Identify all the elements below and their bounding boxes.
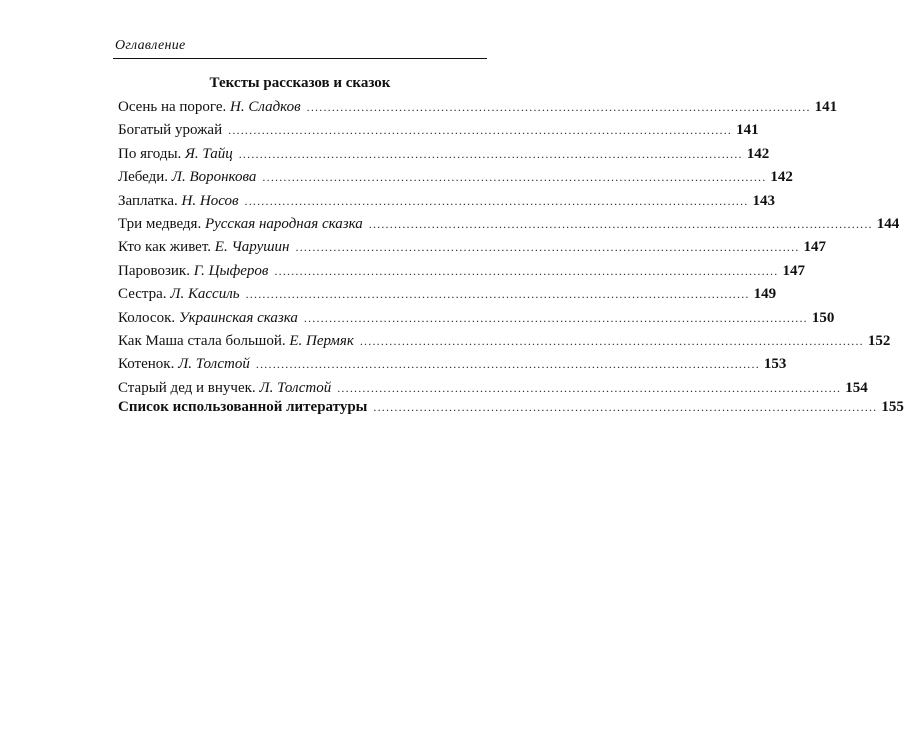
toc-entry xyxy=(118,262,805,286)
toc-entry-author: Л. Толстой xyxy=(259,379,332,396)
toc-page-number: 153 xyxy=(763,356,787,373)
toc-entry-title: Лебеди. xyxy=(118,169,169,186)
toc-entry xyxy=(118,192,775,216)
toc-entry-author: Е. Пермяк xyxy=(289,332,354,349)
toc-entry-text xyxy=(118,356,250,373)
toc-entry-title: По ягоды. xyxy=(118,145,182,162)
dot-leader: ........................................................................................................................ xyxy=(359,333,864,348)
toc-entry xyxy=(118,239,827,262)
dot-leader: ........................................................................................................................ xyxy=(303,310,808,325)
toc-entry xyxy=(118,309,835,333)
dot-leader: ........................................................................................................................ xyxy=(244,193,749,208)
toc-entry-title: Старый дед и внучек. xyxy=(118,379,256,396)
toc-entry-text xyxy=(118,263,268,280)
toc-entry-title: Кто как живет. xyxy=(118,239,212,256)
toc-entry xyxy=(118,145,770,169)
section-title: Тексты рассказов и сказок xyxy=(209,75,391,91)
dot-leader: ........................................................................................................................ xyxy=(373,400,878,414)
toc-entry xyxy=(118,122,759,145)
toc-entry-text xyxy=(118,122,222,139)
toc-entry-text xyxy=(118,286,240,303)
dot-leader: ........................................................................................................................ xyxy=(295,240,800,255)
toc-page-number: 155 xyxy=(881,399,904,415)
dot-leader: ........................................................................................................................ xyxy=(238,146,743,161)
toc-entry-text xyxy=(118,333,354,350)
toc-entry-text xyxy=(118,146,233,163)
dot-leader: ........................................................................................................................ xyxy=(306,100,811,114)
toc-page-number: 150 xyxy=(811,309,835,326)
toc-entry-author: Русская народная сказка xyxy=(204,215,363,232)
toc-page-number: 147 xyxy=(782,262,805,279)
toc-entry-title: Колосок. xyxy=(118,309,176,326)
toc-page-number: 147 xyxy=(803,239,827,256)
toc-entry-title: Три медведя. xyxy=(118,215,202,232)
toc-entry-author: Е. Чарушин xyxy=(214,239,290,256)
toc-entry-title: Сестра. xyxy=(118,286,167,303)
toc-entry-author: Украинская сказка xyxy=(178,309,298,326)
toc-entry xyxy=(118,215,900,239)
toc-page-number: 142 xyxy=(770,169,793,186)
dot-leader: ........................................................................................................................ xyxy=(255,357,760,372)
toc-entry-title: Паровозик. xyxy=(118,262,190,279)
toc-entry-title: Осень на пороге. xyxy=(118,99,227,115)
toc-page-number: 154 xyxy=(845,379,868,396)
toc-entry xyxy=(118,332,891,356)
toc-entry xyxy=(118,169,793,192)
toc-entry-author: Н. Носов xyxy=(181,192,239,209)
dot-leader: ........................................................................................................................ xyxy=(368,216,873,231)
header-rule xyxy=(113,58,487,59)
toc-entry-text xyxy=(118,193,239,210)
toc-entry-text xyxy=(118,169,256,186)
running-head: Оглавление xyxy=(115,38,186,53)
toc-page-number: 142 xyxy=(746,145,770,162)
toc-entry xyxy=(118,99,838,122)
toc-entry-author: Я. Тайц xyxy=(185,145,233,162)
toc-entry-title: Котенок. xyxy=(118,356,175,373)
table-of-contents xyxy=(118,99,900,403)
toc-page-number: 141 xyxy=(814,99,838,115)
toc-entry-author: Г. Цыферов xyxy=(193,262,269,279)
toc-page-number: 152 xyxy=(867,332,891,349)
toc-entry xyxy=(118,356,787,379)
dot-leader: ........................................................................................................................ xyxy=(245,287,750,302)
dot-leader: ........................................................................................................................ xyxy=(337,380,842,395)
toc-page-number: 143 xyxy=(752,192,775,209)
toc-entry-text xyxy=(118,99,301,116)
toc-entry-title: Богатый урожай xyxy=(118,122,223,139)
toc-entry-text xyxy=(118,380,331,397)
toc-entry-text xyxy=(118,216,363,233)
toc-entry-title: Список использованной литературы xyxy=(118,399,368,415)
dot-leader: ........................................................................................................................ xyxy=(228,123,733,138)
toc-entry-bibliography xyxy=(118,399,904,422)
toc-entry-title: Как Маша стала большой. xyxy=(118,332,286,349)
toc-page-number: 144 xyxy=(876,215,900,232)
toc-page-number: 141 xyxy=(736,122,759,139)
dot-leader: ........................................................................................................................ xyxy=(262,170,767,185)
toc-entry-text xyxy=(118,239,290,256)
toc-entry-title: Заплатка. xyxy=(118,192,178,209)
toc-page-number: 149 xyxy=(753,286,777,303)
toc-entry-author: Н. Сладков xyxy=(230,99,301,115)
toc-entry xyxy=(118,286,777,309)
dot-leader: ........................................................................................................................ xyxy=(274,263,779,278)
toc-entry-text xyxy=(118,310,298,327)
toc-entry-author: Л. Толстой xyxy=(178,356,250,373)
toc-entry-author: Л. Воронкова xyxy=(171,169,257,186)
toc-entry-author: Л. Кассиль xyxy=(170,286,240,303)
bibliography-entry-block xyxy=(118,399,904,422)
